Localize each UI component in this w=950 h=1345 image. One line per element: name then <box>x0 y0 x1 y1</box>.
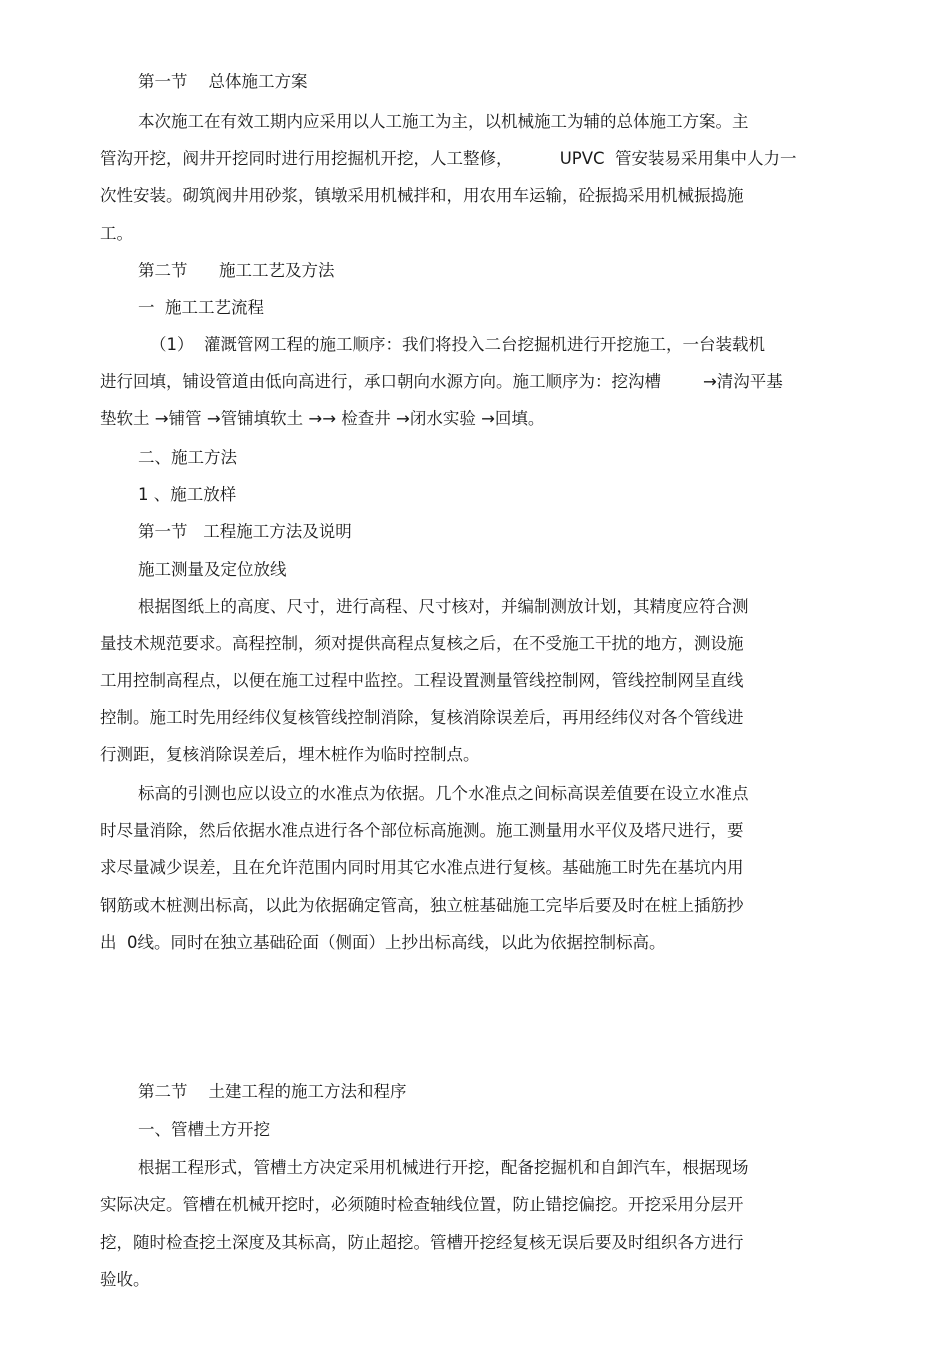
subheading-layout: 1 、施工放样 <box>138 485 237 504</box>
paragraph-line: 实际决定。管槽在机械开挖时，必须随时检查轴线位置，防止错挖偏挖。开挖采用分层开 <box>100 1195 744 1214</box>
section-heading-methods-description: 第一节 工程施工方法及说明 <box>138 522 352 541</box>
paragraph-line: 求尽量减少误差，且在允许范围内同时用其它水准点进行复核。基础施工时先在基坑内用 <box>100 858 744 877</box>
paragraph-line: 时尽量消除，然后依据水准点进行各个部位标高施测。施工测量用水平仪及塔尺进行，要 <box>100 821 744 840</box>
subheading-trench-excavation: 一、管槽土方开挖 <box>138 1120 270 1139</box>
subheading-survey: 施工测量及定位放线 <box>138 560 287 579</box>
paragraph-line: 出 0线。同时在独立基础砼面（侧面）上抄出标高线，以此为依据控制标高。 <box>100 933 666 952</box>
section-heading-overall-plan: 第一节 总体施工方案 <box>138 72 308 91</box>
paragraph-line: 标高的引测也应以设立的水准点为依据。几个水准点之间标高误差值要在设立水准点 <box>138 784 749 803</box>
section-heading-civil-works: 第二节 土建工程的施工方法和程序 <box>138 1082 407 1101</box>
paragraph-line: 钢筋或木桩测出标高，以此为依据确定管高，独立桩基础施工完毕后要及时在桩上插筋抄 <box>100 896 744 915</box>
paragraph-line: （1） 灌溉管网工程的施工顺序：我们将投入二台挖掘机进行开挖施工，一台装载机 <box>150 335 765 354</box>
paragraph-line: 工。 <box>100 224 133 243</box>
paragraph-line: 行测距，复核消除误差后，埋木桩作为临时控制点。 <box>100 745 480 764</box>
paragraph-line: 控制。施工时先用经纬仪复核管线控制消除，复核消除误差后，再用经纬仪对各个管线进 <box>100 708 744 727</box>
subheading-process-flow: 一 施工工艺流程 <box>138 298 264 317</box>
paragraph-line: 根据工程形式，管槽土方决定采用机械进行开挖，配备挖掘机和自卸汽车，根据现场 <box>138 1158 749 1177</box>
paragraph-line: 管沟开挖，阀井开挖同时进行用挖掘机开挖，人工整修， UPVC 管安装易采用集中人力一 <box>100 149 797 168</box>
paragraph-line: 验收。 <box>100 1270 150 1289</box>
section-heading-process: 第二节 施工工艺及方法 <box>138 261 335 280</box>
paragraph-line: 垫软土 →铺管 →管铺填软土 →→ 检查井 →闭水实验 →回填。 <box>100 409 545 428</box>
paragraph-line: 量技术规范要求。高程控制，须对提供高程点复核之后，在不受施工干扰的地方，测设施 <box>100 634 744 653</box>
subheading-methods: 二、施工方法 <box>138 448 237 467</box>
paragraph-line: 进行回填，铺设管道由低向高进行，承口朝向水源方向。施工顺序为：挖沟槽 →清沟平基 <box>100 372 783 391</box>
paragraph-line: 挖，随时检查挖土深度及其标高，防止超挖。管槽开挖经复核无误后要及时组织各方进行 <box>100 1233 744 1252</box>
paragraph-line: 根据图纸上的高度、尺寸，进行高程、尺寸核对，并编制测放计划，其精度应符合测 <box>138 597 749 616</box>
paragraph-line: 工用控制高程点，以便在施工过程中监控。工程设置测量管线控制网，管线控制网呈直线 <box>100 671 744 690</box>
paragraph-line: 本次施工在有效工期内应采用以人工施工为主，以机械施工为辅的总体施工方案。主 <box>138 112 749 131</box>
paragraph-line: 次性安装。砌筑阀井用砂浆，镇墩采用机械拌和，用农用车运输，砼振捣采用机械振捣施 <box>100 186 744 205</box>
